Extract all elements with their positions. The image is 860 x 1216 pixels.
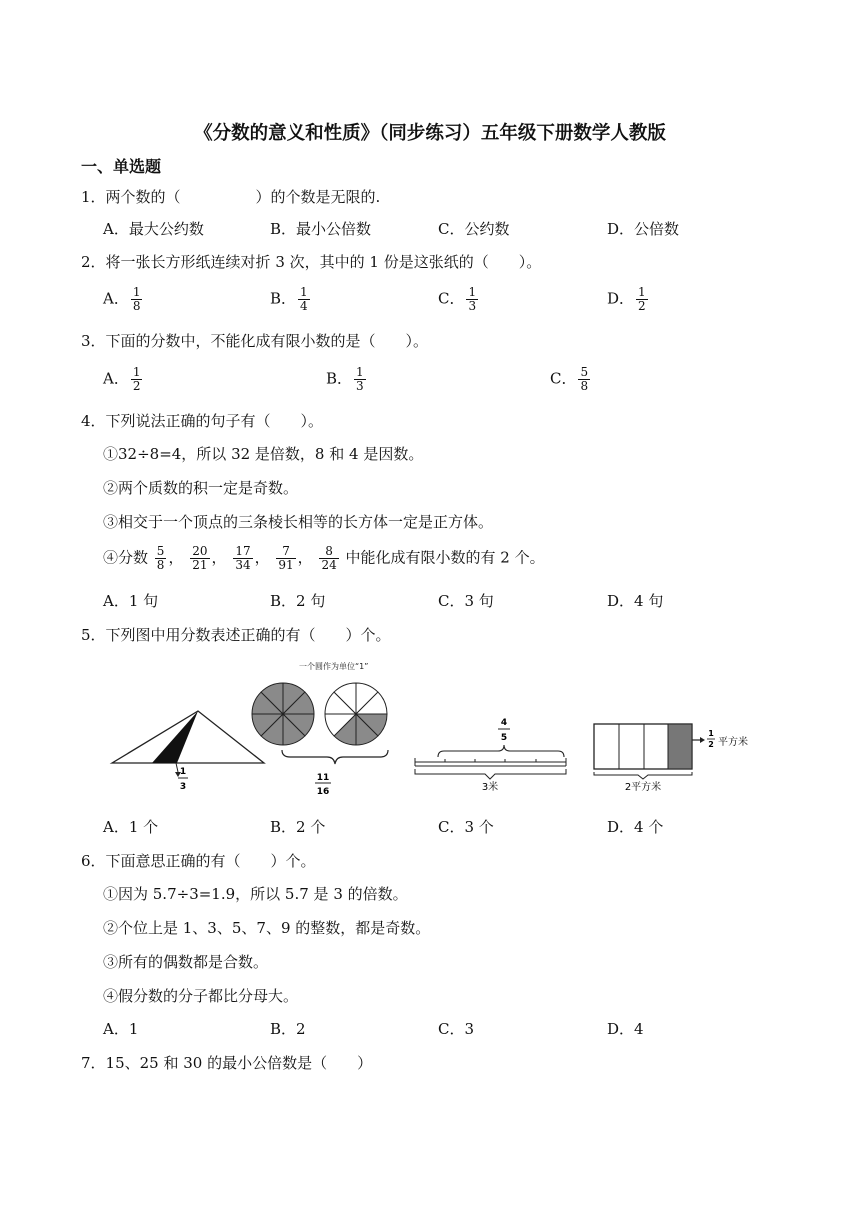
q3-option-b[interactable] bbox=[326, 366, 368, 393]
q3-option-c[interactable] bbox=[550, 366, 592, 393]
q6-statement-2: ②个位上是 1、3、5、7、9 的整数，都是奇数。 bbox=[103, 919, 431, 937]
q4-option-d[interactable]: D．4 句 bbox=[607, 592, 664, 610]
figure-rectangle bbox=[594, 724, 748, 793]
option-letter: B． bbox=[270, 289, 297, 308]
fraction: $\frac{17}{34}$ bbox=[235, 544, 251, 572]
q6-option-c[interactable]: C．3 bbox=[438, 1020, 475, 1038]
question-7-stem: 7．15、25 和 30 的最小公倍数是（ ） bbox=[81, 1054, 373, 1072]
fraction: $\frac{1}{3}$ bbox=[356, 365, 364, 393]
question-2-stem: 2．将一张长方形纸连续对折 3 次，其中的 1 份是这张纸的（ ）。 bbox=[81, 253, 542, 271]
q6-statement-4: ④假分数的分子都比分母大。 bbox=[103, 987, 299, 1005]
q5-option-b[interactable]: B．2 个 bbox=[270, 818, 326, 836]
fraction: $\frac{8}{24}$ bbox=[321, 544, 337, 572]
q2-option-a[interactable] bbox=[103, 286, 144, 313]
figure-circles bbox=[252, 661, 388, 797]
figure-number-line bbox=[415, 718, 566, 793]
q4-statement-2: ②两个质数的积一定是奇数。 bbox=[103, 479, 299, 497]
q3-option-a[interactable] bbox=[103, 366, 144, 393]
fraction: $\frac{1}{2}$ bbox=[132, 365, 141, 393]
fig4-unit: 2平方米 bbox=[624, 782, 662, 793]
fig2-caption: 一个圆作为单位“1” bbox=[299, 662, 369, 671]
fig4-numerator: 1 bbox=[708, 729, 714, 738]
q6-statement-1: ①因为 5.7÷3=1.9，所以 5.7 是 3 的倍数。 bbox=[103, 885, 408, 903]
fig2-denominator: 16 bbox=[316, 787, 330, 797]
fig1-denominator: 3 bbox=[179, 782, 187, 792]
option-letter: A． bbox=[103, 369, 129, 388]
fig4-denominator: 2 bbox=[708, 740, 714, 749]
q6-option-b[interactable]: B．2 bbox=[270, 1020, 306, 1038]
fig3-unit: 3米 bbox=[481, 782, 499, 793]
q2-option-b[interactable] bbox=[270, 286, 312, 313]
q6-option-a[interactable]: A．1 bbox=[103, 1020, 139, 1038]
q1-option-d[interactable]: D．公倍数 bbox=[607, 220, 680, 238]
q5-figures bbox=[100, 656, 800, 801]
option-letter: B． bbox=[326, 369, 353, 388]
fraction: $\frac{7}{91}$ bbox=[278, 544, 294, 572]
fraction: $\frac{5}{8}$ bbox=[156, 544, 165, 572]
fraction: $\frac{5}{8}$ bbox=[580, 365, 589, 393]
question-5-stem: 5．下列图中用分数表述正确的有（ ）个。 bbox=[81, 626, 391, 644]
question-6-stem: 6．下面意思正确的有（ ）个。 bbox=[81, 852, 316, 870]
page-title: 《分数的意义和性质》（同步练习）五年级下册数学人教版 bbox=[194, 123, 666, 144]
section-heading: 一、单选题 bbox=[81, 157, 162, 176]
q4-statement-4 bbox=[103, 545, 545, 572]
q4-option-a[interactable]: A．1 句 bbox=[103, 592, 159, 610]
q4-statement-1: ①32÷8=4，所以 32 是倍数，8 和 4 是因数。 bbox=[103, 445, 424, 463]
fraction: $\frac{1}{3}$ bbox=[468, 285, 477, 313]
q2-option-d[interactable] bbox=[607, 286, 650, 313]
comma: ， bbox=[211, 548, 227, 567]
statement-prefix: ④分数 bbox=[103, 548, 149, 567]
option-letter: D． bbox=[607, 289, 635, 308]
q4-statement-3: ③相交于一个顶点的三条棱长相等的长方体一定是正方体。 bbox=[103, 513, 494, 531]
option-letter: C． bbox=[550, 369, 577, 388]
option-letter: A． bbox=[103, 289, 129, 308]
q4-option-c[interactable]: C．3 句 bbox=[438, 592, 494, 610]
q5-option-a[interactable]: A．1 个 bbox=[103, 818, 159, 836]
fig1-numerator: 1 bbox=[179, 767, 187, 777]
question-3-stem: 3．下面的分数中，不能化成有限小数的是（ ）。 bbox=[81, 332, 429, 350]
q1-option-a[interactable]: A．最大公约数 bbox=[103, 220, 204, 238]
fraction: $\frac{1}{4}$ bbox=[300, 285, 308, 313]
statement-suffix: 中能化成有限小数的有 2 个。 bbox=[345, 548, 545, 567]
circle-partial bbox=[325, 683, 387, 745]
question-1-stem: 1．两个数的（ ）的个数是无限的. bbox=[81, 188, 381, 206]
fraction: $\frac{20}{21}$ bbox=[192, 544, 208, 572]
comma: ， bbox=[297, 548, 313, 567]
q6-option-d[interactable]: D．4 bbox=[607, 1020, 644, 1038]
fig3-denominator: 5 bbox=[500, 733, 508, 743]
q2-option-c[interactable] bbox=[438, 286, 480, 313]
circle-full bbox=[252, 683, 314, 745]
q5-option-c[interactable]: C．3 个 bbox=[438, 818, 494, 836]
q1-option-b[interactable]: B．最小公倍数 bbox=[270, 220, 372, 238]
option-letter: C． bbox=[438, 289, 465, 308]
comma: ， bbox=[254, 548, 270, 567]
fraction: $\frac{1}{8}$ bbox=[132, 285, 141, 313]
fig3-numerator: 4 bbox=[500, 718, 508, 728]
q4-option-b[interactable]: B．2 句 bbox=[270, 592, 326, 610]
question-4-stem: 4．下列说法正确的句子有（ ）。 bbox=[81, 412, 324, 430]
figure-triangle bbox=[112, 711, 264, 792]
q5-option-d[interactable]: D．4 个 bbox=[607, 818, 664, 836]
q6-statement-3: ③所有的偶数都是合数。 bbox=[103, 953, 269, 971]
fig4-side-label: 平方米 bbox=[718, 737, 748, 748]
fig2-numerator: 11 bbox=[316, 773, 330, 783]
fraction: $\frac{1}{2}$ bbox=[638, 285, 646, 313]
comma: ， bbox=[168, 548, 184, 567]
q1-option-c[interactable]: C．公约数 bbox=[438, 220, 510, 238]
